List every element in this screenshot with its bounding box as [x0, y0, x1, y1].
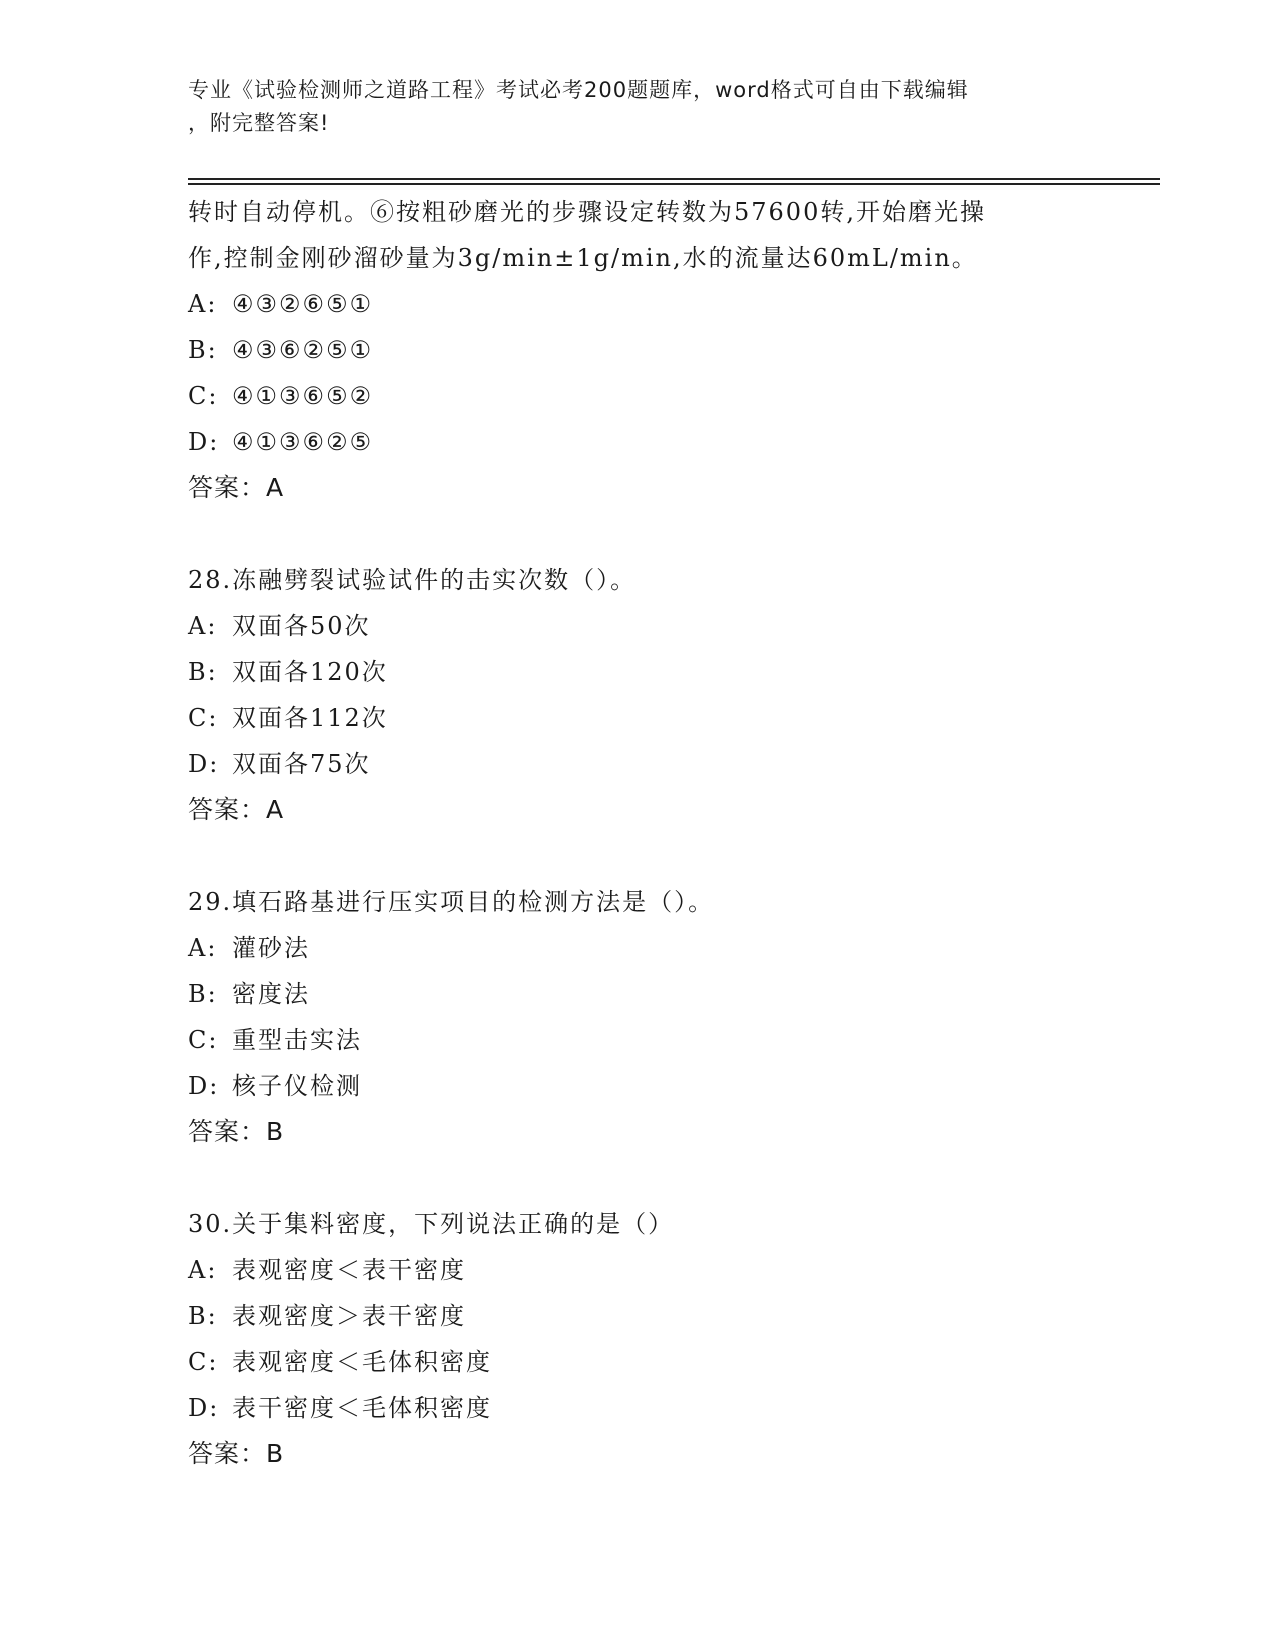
- answer-line: 答案：A: [188, 473, 285, 502]
- option-letter: D:: [188, 428, 220, 456]
- option-letter: A:: [188, 934, 218, 962]
- option-letter: D:: [188, 1394, 220, 1422]
- option-d: [188, 741, 1168, 787]
- question-27-text-line-1: 转时自动停机。⑥按粗砂磨光的步骤设定转数为57600转,开始磨光操: [188, 198, 986, 226]
- option-c: [188, 695, 1168, 741]
- option-text: ④①③⑥⑤②: [232, 382, 374, 410]
- answer-line: 答案：B: [188, 1439, 285, 1468]
- option-c: [188, 1339, 1168, 1385]
- option-text: ④③⑥②⑤①: [232, 336, 374, 364]
- option-letter: D:: [188, 1072, 220, 1100]
- option-d: [188, 1063, 1168, 1109]
- question-text: 29.填石路基进行压实项目的检测方法是（）。: [188, 888, 715, 916]
- option-b: [188, 649, 1168, 695]
- question-text: 30.关于集料密度，下列说法正确的是（）: [188, 1210, 675, 1238]
- question-spacer: [188, 1155, 1168, 1201]
- question-spacer: [188, 833, 1168, 879]
- option-letter: B:: [188, 658, 218, 686]
- option-d: [188, 1385, 1168, 1431]
- option-letter: C:: [188, 382, 219, 410]
- question-29: [188, 879, 1168, 1155]
- question-text: 28.冻融劈裂试验试件的击实次数（）。: [188, 566, 637, 594]
- option-text: 灌砂法: [232, 934, 310, 962]
- header-title-line-2: ，附完整答案!: [188, 111, 330, 135]
- option-letter: C:: [188, 1026, 219, 1054]
- option-text: ④③②⑥⑤①: [232, 290, 374, 318]
- document-header: [188, 74, 1088, 140]
- header-title-line-1: 专业《试验检测师之道路工程》考试必考200题题库，word格式可自由下载编辑: [188, 78, 969, 102]
- question-28: [188, 557, 1168, 833]
- option-text: 双面各112次: [232, 704, 388, 732]
- question-list: [188, 189, 1168, 1477]
- option-b: [188, 327, 1168, 373]
- option-a: [188, 1247, 1168, 1293]
- answer-line: 答案：A: [188, 795, 285, 824]
- option-text: 双面各120次: [232, 658, 388, 686]
- option-c: [188, 1017, 1168, 1063]
- option-text: 双面各50次: [232, 612, 371, 640]
- option-text: 表观密度＜毛体积密度: [232, 1348, 492, 1376]
- option-text: 表观密度＜表干密度: [232, 1256, 466, 1284]
- option-c: [188, 373, 1168, 419]
- option-a: [188, 281, 1168, 327]
- option-text: 核子仪检测: [232, 1072, 362, 1100]
- header-divider-bottom: [188, 183, 1160, 185]
- option-letter: A:: [188, 1256, 218, 1284]
- option-letter: B:: [188, 1302, 218, 1330]
- option-a: [188, 603, 1168, 649]
- option-d: [188, 419, 1168, 465]
- option-letter: B:: [188, 980, 218, 1008]
- option-letter: B:: [188, 336, 218, 364]
- option-text: 表干密度＜毛体积密度: [232, 1394, 492, 1422]
- option-text: 密度法: [232, 980, 310, 1008]
- option-letter: D:: [188, 750, 220, 778]
- option-a: [188, 925, 1168, 971]
- question-27-text-line-2: 作,控制金刚砂溜砂量为3g/min±1g/min,水的流量达60mL/min。: [188, 244, 978, 272]
- option-letter: C:: [188, 1348, 219, 1376]
- question-spacer: [188, 511, 1168, 557]
- answer-line: 答案：B: [188, 1117, 285, 1146]
- option-text: 重型击实法: [232, 1026, 362, 1054]
- option-text: 双面各75次: [232, 750, 371, 778]
- option-letter: A:: [188, 290, 218, 318]
- option-text: ④①③⑥②⑤: [232, 428, 374, 456]
- option-text: 表观密度＞表干密度: [232, 1302, 466, 1330]
- question-30: [188, 1201, 1168, 1477]
- question-27: [188, 189, 1168, 511]
- header-divider-top: [188, 178, 1160, 180]
- option-letter: A:: [188, 612, 218, 640]
- option-b: [188, 1293, 1168, 1339]
- option-letter: C:: [188, 704, 219, 732]
- option-b: [188, 971, 1168, 1017]
